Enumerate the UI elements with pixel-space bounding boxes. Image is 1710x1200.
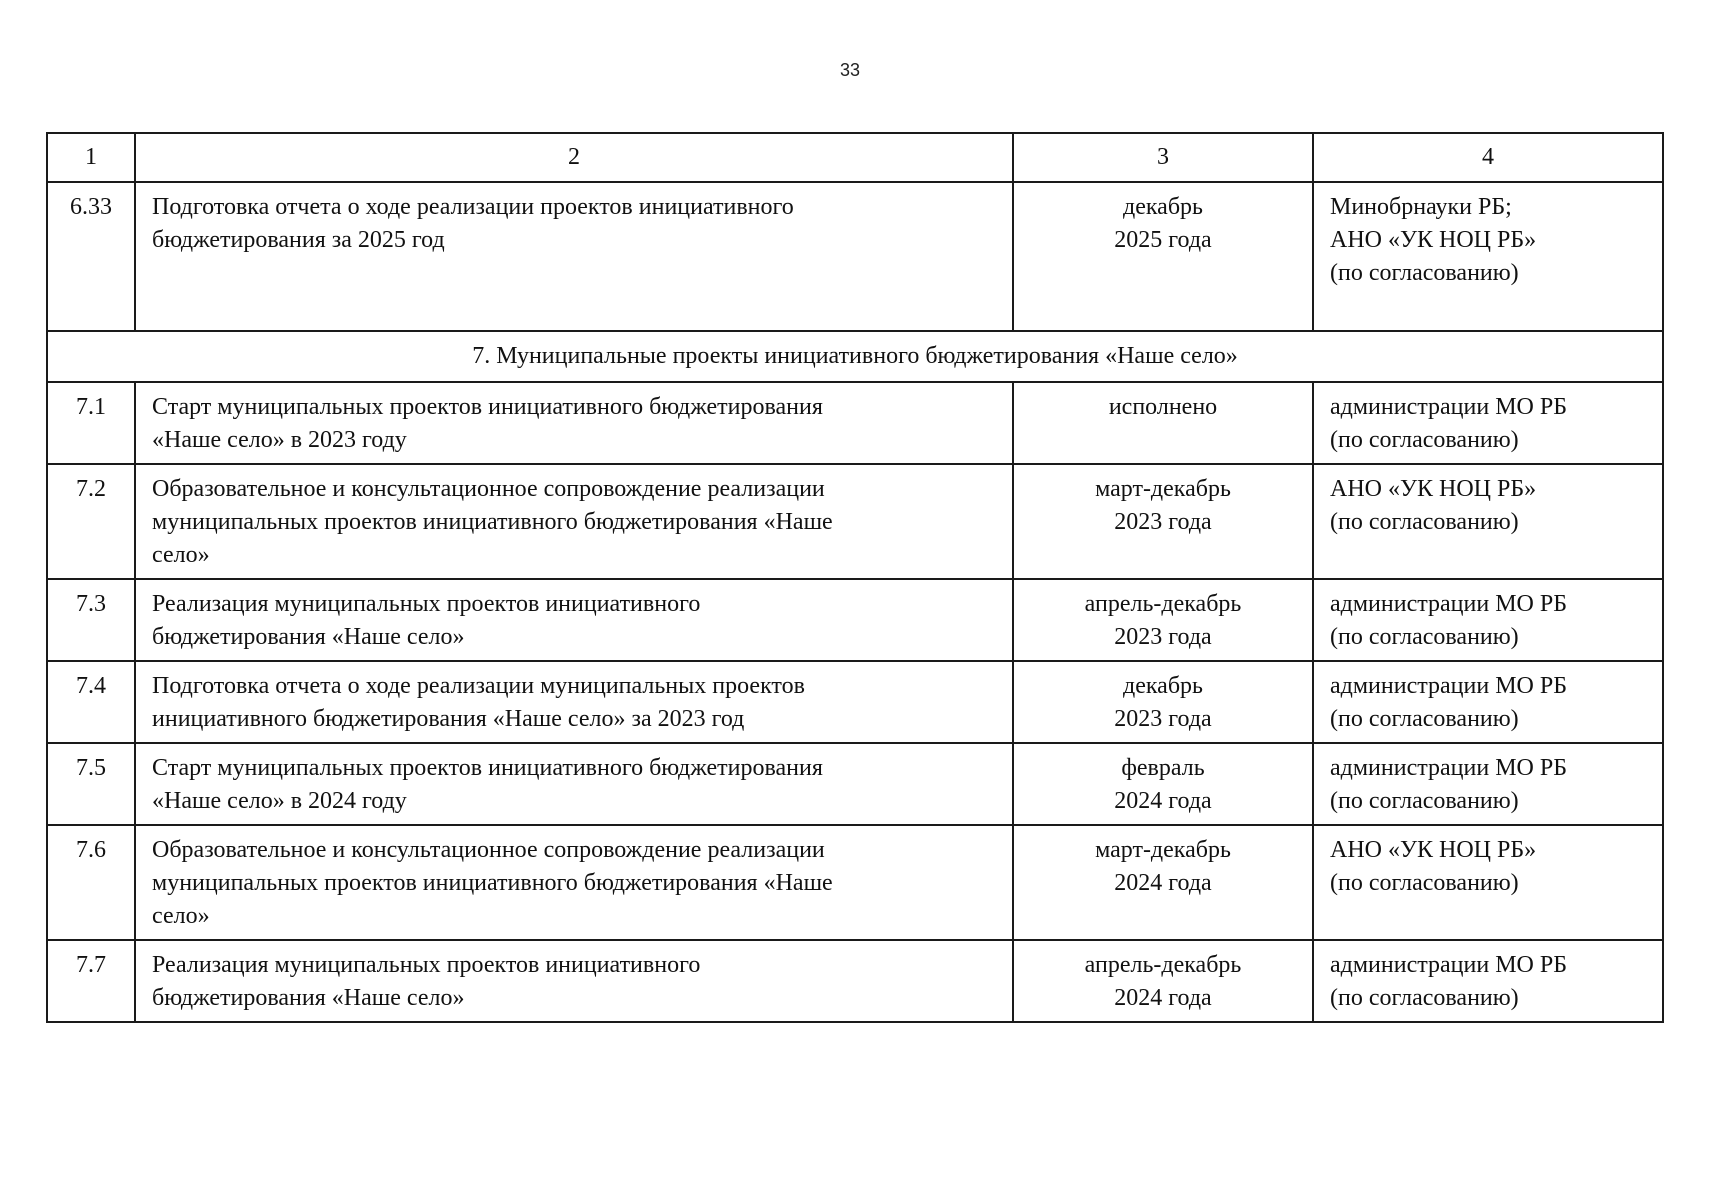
- task-line: бюджетирования «Наше село»: [152, 985, 465, 1011]
- date-line: 2023 года: [1114, 624, 1212, 650]
- date-cell: [1013, 940, 1313, 1022]
- row-number: 7.3: [47, 579, 135, 661]
- date-cell: [1013, 825, 1313, 940]
- task-line: бюджетирования «Наше село»: [152, 624, 465, 650]
- table-row: [47, 182, 1663, 331]
- task-line: село»: [152, 542, 210, 568]
- responsible-line: администрации МО РБ: [1330, 673, 1567, 699]
- task-line: село»: [152, 903, 210, 929]
- date-line: 2024 года: [1114, 870, 1212, 896]
- header-cell-responsible: 4: [1313, 133, 1663, 182]
- task-cell: [135, 825, 1013, 940]
- date-line: февраль: [1121, 755, 1205, 781]
- task-cell: [135, 940, 1013, 1022]
- row-number: 7.4: [47, 661, 135, 743]
- table-row: [47, 825, 1663, 940]
- task-line: бюджетирования за 2025 год: [152, 227, 445, 253]
- responsible-line: администрации МО РБ: [1330, 755, 1567, 781]
- task-line: Подготовка отчета о ходе реализации проектов инициативного: [152, 194, 794, 220]
- responsible-line: (по согласованию): [1330, 706, 1519, 732]
- task-line: «Наше село» в 2023 году: [152, 427, 407, 453]
- header-cell-number: 1: [47, 133, 135, 182]
- responsible-cell: [1313, 940, 1663, 1022]
- task-line: Реализация муниципальных проектов инициативного: [152, 952, 701, 978]
- date-line: 2023 года: [1114, 706, 1212, 732]
- responsible-cell: [1313, 579, 1663, 661]
- row-number: 6.33: [47, 182, 135, 331]
- date-line: апрель-декабрь: [1084, 591, 1242, 617]
- task-line: муниципальных проектов инициативного бюджетирования «Наше: [152, 870, 833, 896]
- responsible-line: (по согласованию): [1330, 624, 1519, 650]
- date-line: декабрь: [1123, 673, 1203, 699]
- responsible-cell: [1313, 382, 1663, 464]
- responsible-line: (по согласованию): [1330, 260, 1519, 286]
- task-line: инициативного бюджетирования «Наше село» за 2023 год: [152, 706, 745, 732]
- date-line: 2024 года: [1114, 985, 1212, 1011]
- task-cell: [135, 182, 1013, 331]
- task-cell: [135, 743, 1013, 825]
- date-line: декабрь: [1123, 194, 1203, 220]
- section-row: [47, 331, 1663, 382]
- responsible-cell: [1313, 825, 1663, 940]
- responsible-cell: [1313, 182, 1663, 331]
- task-cell: [135, 382, 1013, 464]
- date-line: март-декабрь: [1095, 476, 1231, 502]
- task-line: Подготовка отчета о ходе реализации муниципальных проектов: [152, 673, 805, 699]
- date-cell: [1013, 661, 1313, 743]
- task-line: Реализация муниципальных проектов инициативного: [152, 591, 701, 617]
- row-number: 7.1: [47, 382, 135, 464]
- row-number: 7.6: [47, 825, 135, 940]
- responsible-line: (по согласованию): [1330, 788, 1519, 814]
- row-number: 7.7: [47, 940, 135, 1022]
- date-cell: [1013, 382, 1313, 464]
- responsible-line: администрации МО РБ: [1330, 394, 1567, 420]
- plan-table-body: [47, 133, 1663, 1022]
- date-cell: [1013, 579, 1313, 661]
- table-row: [47, 743, 1663, 825]
- task-line: муниципальных проектов инициативного бюджетирования «Наше: [152, 509, 833, 535]
- table-row: [47, 382, 1663, 464]
- responsible-cell: [1313, 661, 1663, 743]
- page-number: 33: [839, 60, 861, 80]
- row-number: 7.5: [47, 743, 135, 825]
- date-line: 2025 года: [1114, 227, 1212, 253]
- responsible-line: (по согласованию): [1330, 870, 1519, 896]
- task-line: Старт муниципальных проектов инициативного бюджетирования: [152, 755, 823, 781]
- responsible-line: (по согласованию): [1330, 985, 1519, 1011]
- responsible-cell: [1313, 464, 1663, 579]
- responsible-line: АНО «УК НОЦ РБ»: [1330, 476, 1537, 502]
- date-cell: [1013, 743, 1313, 825]
- row-number: 7.2: [47, 464, 135, 579]
- table-row: [47, 579, 1663, 661]
- date-line: апрель-декабрь: [1084, 952, 1242, 978]
- date-line: 2024 года: [1114, 788, 1212, 814]
- plan-table: [46, 132, 1664, 1023]
- date-cell: [1013, 464, 1313, 579]
- header-cell-date: 3: [1013, 133, 1313, 182]
- date-line: 2023 года: [1114, 509, 1212, 535]
- date-cell: [1013, 182, 1313, 331]
- header-cell-task: 2: [135, 133, 1013, 182]
- table-header-row: [47, 133, 1663, 182]
- task-cell: [135, 464, 1013, 579]
- section-title: 7. Муниципальные проекты инициативного бюджетирования «Наше село»: [47, 331, 1663, 382]
- task-line: «Наше село» в 2024 году: [152, 788, 407, 814]
- task-line: Образовательное и консультационное сопровождение реализации: [152, 476, 825, 502]
- table-row: [47, 940, 1663, 1022]
- table-row: [47, 464, 1663, 579]
- responsible-cell: [1313, 743, 1663, 825]
- table-row: [47, 661, 1663, 743]
- responsible-line: администрации МО РБ: [1330, 952, 1567, 978]
- responsible-line: администрации МО РБ: [1330, 591, 1567, 617]
- responsible-line: АНО «УК НОЦ РБ»: [1330, 837, 1537, 863]
- task-cell: [135, 579, 1013, 661]
- task-line: Образовательное и консультационное сопровождение реализации: [152, 837, 825, 863]
- responsible-line: (по согласованию): [1330, 427, 1519, 453]
- date-line: исполнено: [1108, 394, 1218, 420]
- date-line: март-декабрь: [1095, 837, 1231, 863]
- responsible-line: АНО «УК НОЦ РБ»: [1330, 227, 1537, 253]
- task-cell: [135, 661, 1013, 743]
- responsible-line: Минобрнауки РБ;: [1330, 194, 1512, 220]
- responsible-line: (по согласованию): [1330, 509, 1519, 535]
- task-line: Старт муниципальных проектов инициативного бюджетирования: [152, 394, 823, 420]
